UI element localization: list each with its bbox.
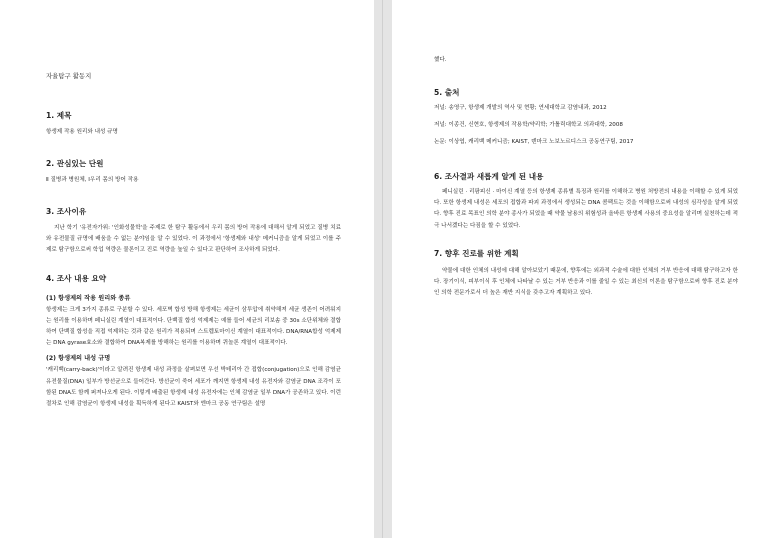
section-plan-heading: 7. 향후 진로를 위한 계획 xyxy=(434,248,519,258)
source-item: 논문: 이상엽, 캐리백 메커니즘; KAIST, 덴마크 노보노르디스크 공동연구팀, 2017 xyxy=(434,139,634,145)
section-learned-heading: 6. 조사결과 새롭게 알게 된 내용 xyxy=(434,172,544,181)
subsection-1-text: 항생제는 크게 3가지 종류로 구분할 수 있다. 세포벽 합성 방해 항생제는 세균이 삼투압에 취약해져 세균 생존이 어려워지는 원리를 이용하며 페니실린 계열이 대표적이다. 단백질 합성 억제제는 예를 들어 세균의 리보솜 중 30s 소단위체와 결합하여 단백질 합성을 직접 억제하는 것과 같은 원리가 적용되며 스트렙토마이신 계열이 대표적이다. DNA/RNA합성 억제제는 DNA gyrase효소와 결합하여 DNA복제를 방해하는 원리를 이용하며 퀴놀론 계열이 대표적이다. xyxy=(46,306,341,347)
section-sources-heading: 5. 출처 xyxy=(434,88,460,97)
section-title-text: 항생제 작용 원리와 내성 규명 xyxy=(46,129,118,135)
section-title-heading: 1. 제목 xyxy=(46,111,72,120)
section-reason-heading: 3. 조사이유 xyxy=(46,207,87,216)
page-gutter xyxy=(374,0,392,538)
subsection-2-heading: (2) 항생제의 내성 규명 xyxy=(46,355,111,363)
document-page-1 xyxy=(0,0,374,538)
section-unit-heading: 2. 관심있는 단원 xyxy=(46,159,104,168)
section-reason-text: 지난 학기 '유전자가위: '인화성물학'을 주제로 한 탐구 활동에서 우리 몸의 방어 작용에 대해서 알게 되었고 질병 치료와 유전물질 규명에 배움을 수 없는 분야임을 알 수 있었다. 이 과정에서 '항생제와 내성' 메커니즘을 알게 되었고 이를 주제로 탐구함으로써 학업 역량은 물론이고 진로 역량을 높일 수 있다고 판단하여 조사하게 되었다. xyxy=(46,225,341,254)
subsection-1-heading: (1) 항생제의 작용 원리와 종류 xyxy=(46,294,131,302)
page-divider xyxy=(382,0,383,538)
source-item: 저널: 송영구, 항생제 개발의 역사 및 현황; 연세대학교 감염내과, 2012 xyxy=(434,105,607,111)
section-unit-text: Ⅱ 질병과 병원체, Ⅰ우리 몸의 방어 작용 xyxy=(46,177,139,183)
section-summary-heading: 4. 조사 내용 요약 xyxy=(46,273,107,283)
document-title: 자율탐구 활동지 xyxy=(46,72,92,80)
subsection-2-text: '캐리백(carry-back)'이라고 알려진 항생제 내성 과정을 살펴보면 우선 박테리아 간 접합(conjugation)으로 인해 감염균 유전물질(DNA) 일부가 방선균으로 들어간다. 방선균이 죽어 세포가 깨지면 항생제 내성 유전자와 감염균 DNA 조각이 포함된 DNA도 함께 퍼져나오게 된다. 이렇게 배출된 항생제 내성 유전자에는 인체 감염균 일부 DNA가 공존하고 있다. 이런 절차로 인해 감염균이 항생제 내성을 획득하게 된다고 KAIST와 엔마크 공동 연구팀은 설명 xyxy=(46,367,341,408)
section-plan-text: 약물에 대한 인체의 내성에 대해 알아보았기 때문에, 향후에는 외과적 수술에 대한 인체의 거부 반응에 대해 탐구하고자 한다. 장기이식, 피부이식 후 인체에 나타날 수 있는 거부 반응과 이를 줄일 수 있는 최신의 이론을 탐구함으로써 향후 진로 분야인 의학 전문가로서 더 높은 재반 지식을 갖추고자 계획하고 있다. xyxy=(434,267,738,297)
source-item: 저널: 이종건, 신현호, 항생제의 작용학/약리학; 가톨릭대학교 의과대학, 2008 xyxy=(434,122,623,128)
document-page-2 xyxy=(392,0,768,538)
section-learned-text: 페니실린 · 리팜피신 · 마이신 계열 등의 항생제 종류별 특징과 원리를 이해하고 병원 처방전의 내용을 이해할 수 있게 되었다. 또한 항생제 내성은 세포의 접합과 파괴 과정에서 생성되는 DNA 콤팩트는 것을 이해함으로써 내성의 심각성을 알게 되었다. 향후 진료 목표인 의학 분야 종사가 되었을 때 약물 남용의 위험성과 올바른 항생제 사용의 중요성을 알리며 실천하는데 적극 나서겠다는 다짐을 할 수 있었다. xyxy=(434,189,738,229)
continued-text: 했다. xyxy=(434,57,447,63)
